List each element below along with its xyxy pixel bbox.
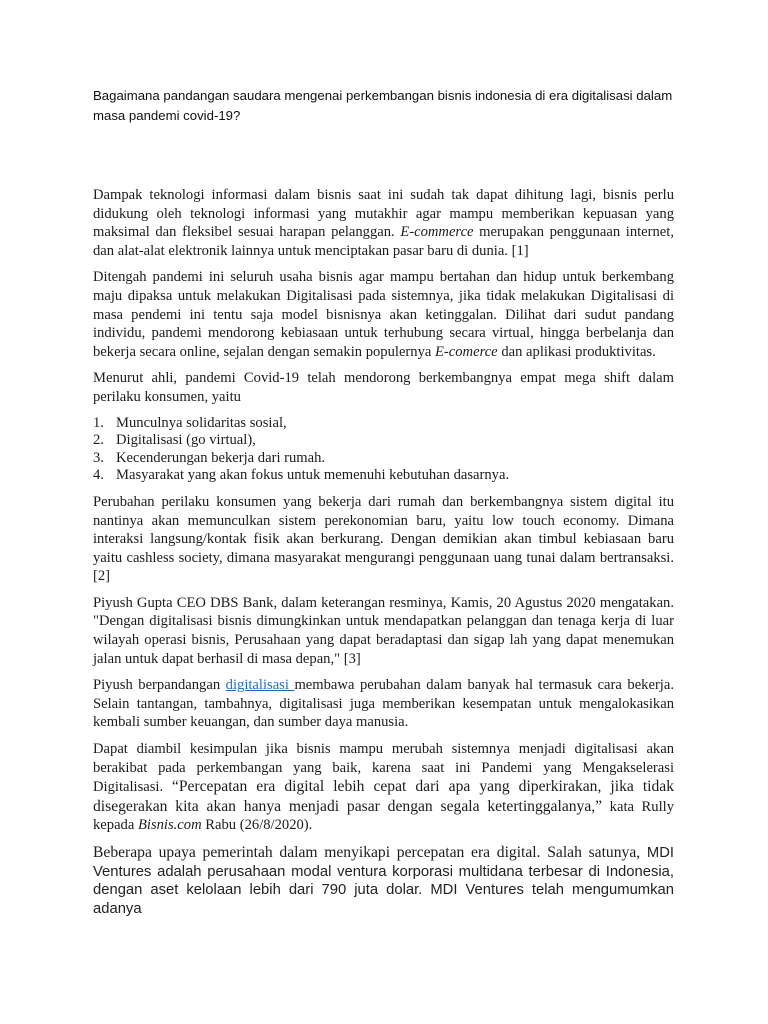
paragraph-6 <box>93 676 674 732</box>
paragraph-1 <box>93 186 674 260</box>
paragraph-8-mdi-text: MDI Ventures adalah perusahaan modal ventura korporasi multidana terbesar di Indonesia, dengan aset kelolaan lebih dari 790 juta dolar. MDI Ventures telah mengumumkan adanya <box>93 845 674 917</box>
paragraph-2 <box>93 268 674 361</box>
list-number: 1. <box>93 414 104 431</box>
paragraph-8-text: Beberapa upaya pemerintah dalam menyikapi percepatan era digital. Salah satunya, <box>93 844 647 861</box>
paragraph-4: Perubahan perilaku konsumen yang bekerja dari rumah dan berkembangnya sistem digital itu nantinya akan memunculkan sistem perekonomian baru, yaitu low touch economy. Dimana interaksi langsung/kontak fisik akan berkurang. Dengan demikian akan timbul kebiasaan baru yaitu cashless society, dimana masyarakat mengurangi penggunaan uang tunai dalam bertransaksi. [2] <box>93 493 674 585</box>
list-text: Masyarakat yang akan fokus untuk memenuhi kebutuhan dasarnya. <box>116 467 510 484</box>
bisnis-com-source: Bisnis.com <box>137 817 202 834</box>
paragraph-3: Menurut ahli, pandemi Covid-19 telah mendorong berkembangnya empat mega shift dalam perilaku konsumen, yaitu <box>93 370 674 405</box>
rully-quote: “Percepatan era digital lebih cepat dari apa yang diperkirakan, jika tidak disegerakan kita akan hanya menjadi pasar dengan segala ketertinggalanya,” <box>93 778 674 815</box>
ecomerce-term: E-comerce <box>435 343 498 360</box>
paragraph-7-text: Dapat diambil kesimpulan jika bisnis mampu merubah sistemnya menjadi digitalisasi akan berakibat pada perkembangan yang baik, karena saat ini Pandemi yang Mengakselerasi Digitalisasi. <box>93 741 674 796</box>
list-item <box>93 467 674 485</box>
paragraph-8 <box>93 843 674 918</box>
list-text: Kecenderungan bekerja dari rumah. <box>116 449 326 466</box>
list-item <box>93 415 674 433</box>
list-text: Digitalisasi (go virtual), <box>116 432 256 449</box>
list-text: Munculnya solidaritas sosial, <box>116 414 287 431</box>
list-item <box>93 432 674 450</box>
paragraph-5: Piyush Gupta CEO DBS Bank, dalam keterangan resminya, Kamis, 20 Agustus 2020 mengatakan. "Dengan digitalisasi bisnis dimungkinkan untuk mendapatkan pelanggan dan tenaga kerja di luar wilayah operasi bisnis, Perusahaan yang dapat beradaptasi dan sigap lah yang dapat menemukan jalan untuk dapat berhasil di masa depan," [3] <box>93 594 674 667</box>
ecommerce-term: E-commerce <box>400 224 474 241</box>
list-number: 2. <box>93 432 104 449</box>
document-body <box>93 186 674 926</box>
paragraph-1-text-end: merupakan penggunaan internet, dan alat-alat elektronik lainnya untuk menciptakan pasar baru di dunia. [1] <box>93 224 674 259</box>
question-heading: Bagaimana pandangan saudara mengenai perkembangan bisnis indonesia di era digitalisasi dalam masa pandemi covid-19? <box>93 88 673 123</box>
paragraph-7-date: Rabu (26/8/2020). <box>201 817 313 834</box>
list-number: 3. <box>93 449 104 466</box>
paragraph-7-attribution: kata Rully kepada <box>93 798 674 834</box>
paragraph-6-text-end: membawa perubahan dalam banyak hal termasuk cara bekerja. Selain tantangan, tambahnya, digitalisasi juga memberikan kesempatan untuk mengalokasikan kembali sumber keuangan, dan sumber daya manusia. <box>93 677 674 731</box>
list-number: 4. <box>93 467 104 484</box>
paragraph-7 <box>93 740 674 835</box>
digitalisasi-link[interactable]: digitalisasi <box>225 677 295 694</box>
paragraph-2-text: Ditengah pandemi ini seluruh usaha bisnis agar mampu bertahan dan hidup untuk berkembang maju dipaksa untuk melakukan Digitalisasi pada sistemnya, jika tidak melakukan Digitalisasi di masa pendemi ini tentu saja model bisnisnya akan ketinggalan. Dilihat dari sudut pandang individu, pandemi mendorong kebiasaan untuk terhubung secara virtual, hingga berbelanja dan bekerja secara online, sejalan dengan semakin populernya <box>93 269 674 360</box>
paragraph-6-text: Piyush berpandangan <box>93 677 226 694</box>
paragraph-1-text: Dampak teknologi informasi dalam bisnis saat ini sudah tak dapat dihitung lagi, bisnis perlu didukung oleh teknologi informasi yang mutakhir agar mampu memberikan kepuasan yang maksimal dan fleksibel sesuai harapan pelanggan. <box>93 187 674 241</box>
paragraph-2-text-end: dan aplikasi produktivitas. <box>497 343 656 360</box>
list-item <box>93 450 674 468</box>
mega-shift-list <box>93 415 674 485</box>
